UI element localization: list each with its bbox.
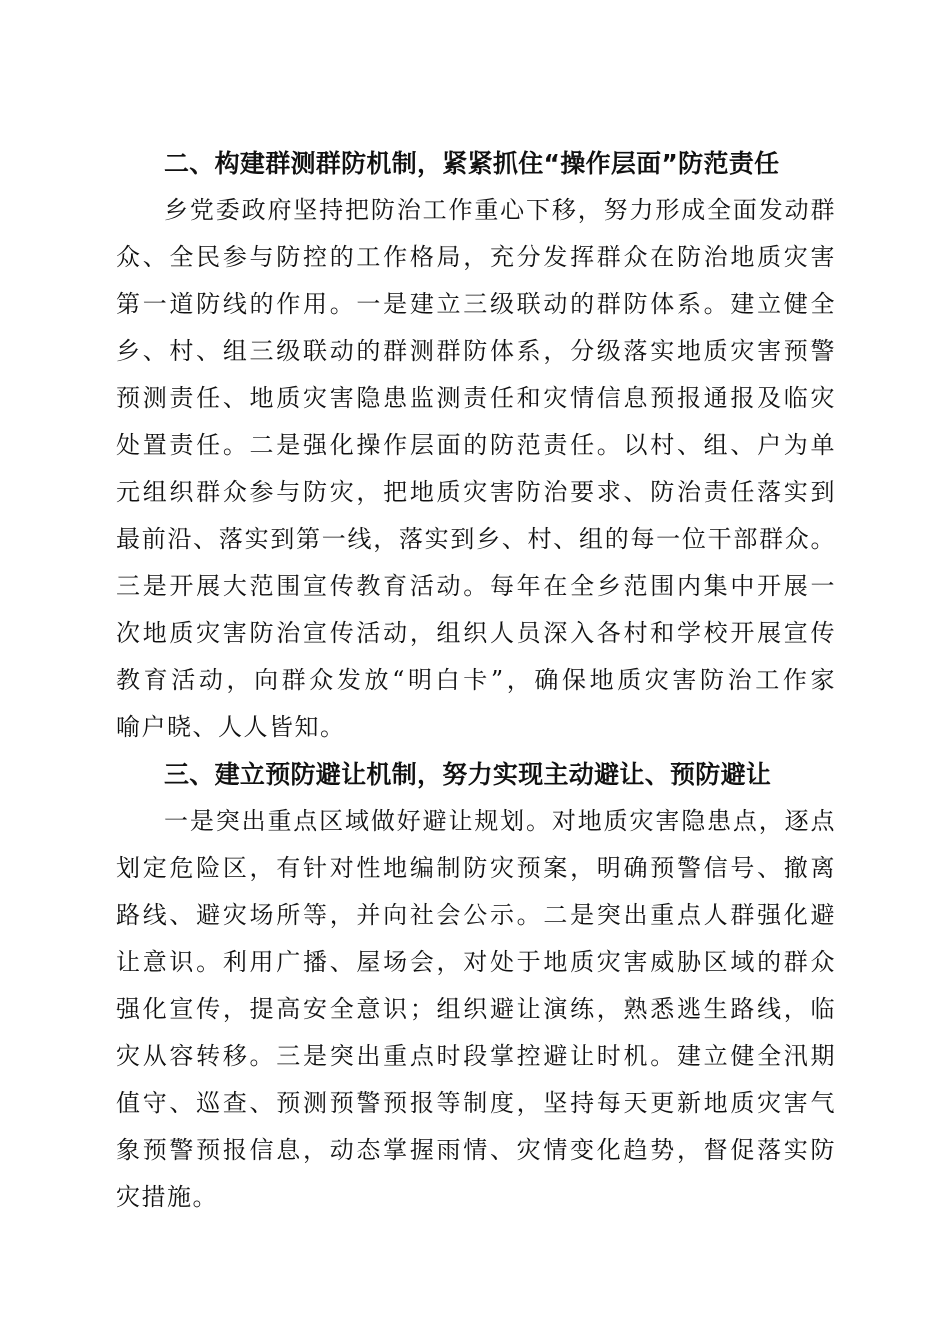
section-3-heading: 三、建立预防避让机制，努力实现主动避让、预防避让 — [164, 760, 772, 789]
paragraph-line: 众、全民参与防控的工作格局，充分发挥群众在防治地质灾害 — [116, 243, 836, 271]
paragraph-line: 喻户晓、人人皆知。 — [116, 713, 346, 741]
paragraph-line: 处置责任。二是强化操作层面的防范责任。以村、组、户为单 — [116, 431, 836, 459]
section-2-heading: 二、构建群测群防机制，紧紧抓住“操作层面”防范责任 — [164, 149, 780, 178]
document-body — [116, 140, 836, 1221]
paragraph-line: 一是突出重点区域做好避让规划。对地质灾害隐患点，逐点 — [164, 807, 836, 835]
paragraph-line: 教育活动，向群众发放“明白卡”，确保地质灾害防治工作家 — [116, 666, 836, 694]
paragraph-line: 灾从容转移。三是突出重点时段掌控避让时机。建立健全汛期 — [116, 1042, 836, 1070]
paragraph-line: 第一道防线的作用。一是建立三级联动的群防体系。建立健全 — [116, 290, 836, 318]
paragraph-line: 元组织群众参与防灾，把地质灾害防治要求、防治责任落实到 — [116, 478, 836, 506]
paragraph-line: 让意识。利用广播、屋场会，对处于地质灾害威胁区域的群众 — [116, 948, 836, 976]
paragraph-line: 值守、巡查、预测预警预报等制度，坚持每天更新地质灾害气 — [116, 1089, 836, 1117]
paragraph-line: 预测责任、地质灾害隐患监测责任和灾情信息预报通报及临灾 — [116, 384, 836, 412]
paragraph-line: 三是开展大范围宣传教育活动。每年在全乡范围内集中开展一 — [116, 572, 836, 600]
paragraph-line: 乡、村、组三级联动的群测群防体系，分级落实地质灾害预警 — [116, 337, 836, 365]
paragraph-line: 最前沿、落实到第一线，落实到乡、村、组的每一位干部群众。 — [116, 525, 836, 553]
paragraph-line: 乡党委政府坚持把防治工作重心下移，努力形成全面发动群 — [164, 196, 836, 224]
paragraph-line: 象预警预报信息，动态掌握雨情、灾情变化趋势，督促落实防 — [116, 1136, 836, 1164]
paragraph-line: 强化宣传，提高安全意识；组织避让演练，熟悉逃生路线，临 — [116, 995, 836, 1023]
paragraph-line: 次地质灾害防治宣传活动，组织人员深入各村和学校开展宣传 — [116, 619, 836, 647]
section-3-paragraph — [116, 798, 836, 1221]
paragraph-line: 灾措施。 — [116, 1183, 218, 1211]
paragraph-line: 划定危险区，有针对性地编制防灾预案，明确预警信号、撤离 — [116, 854, 836, 882]
section-2-paragraph — [116, 187, 836, 751]
paragraph-line: 路线、避灾场所等，并向社会公示。二是突出重点人群强化避 — [116, 901, 836, 929]
